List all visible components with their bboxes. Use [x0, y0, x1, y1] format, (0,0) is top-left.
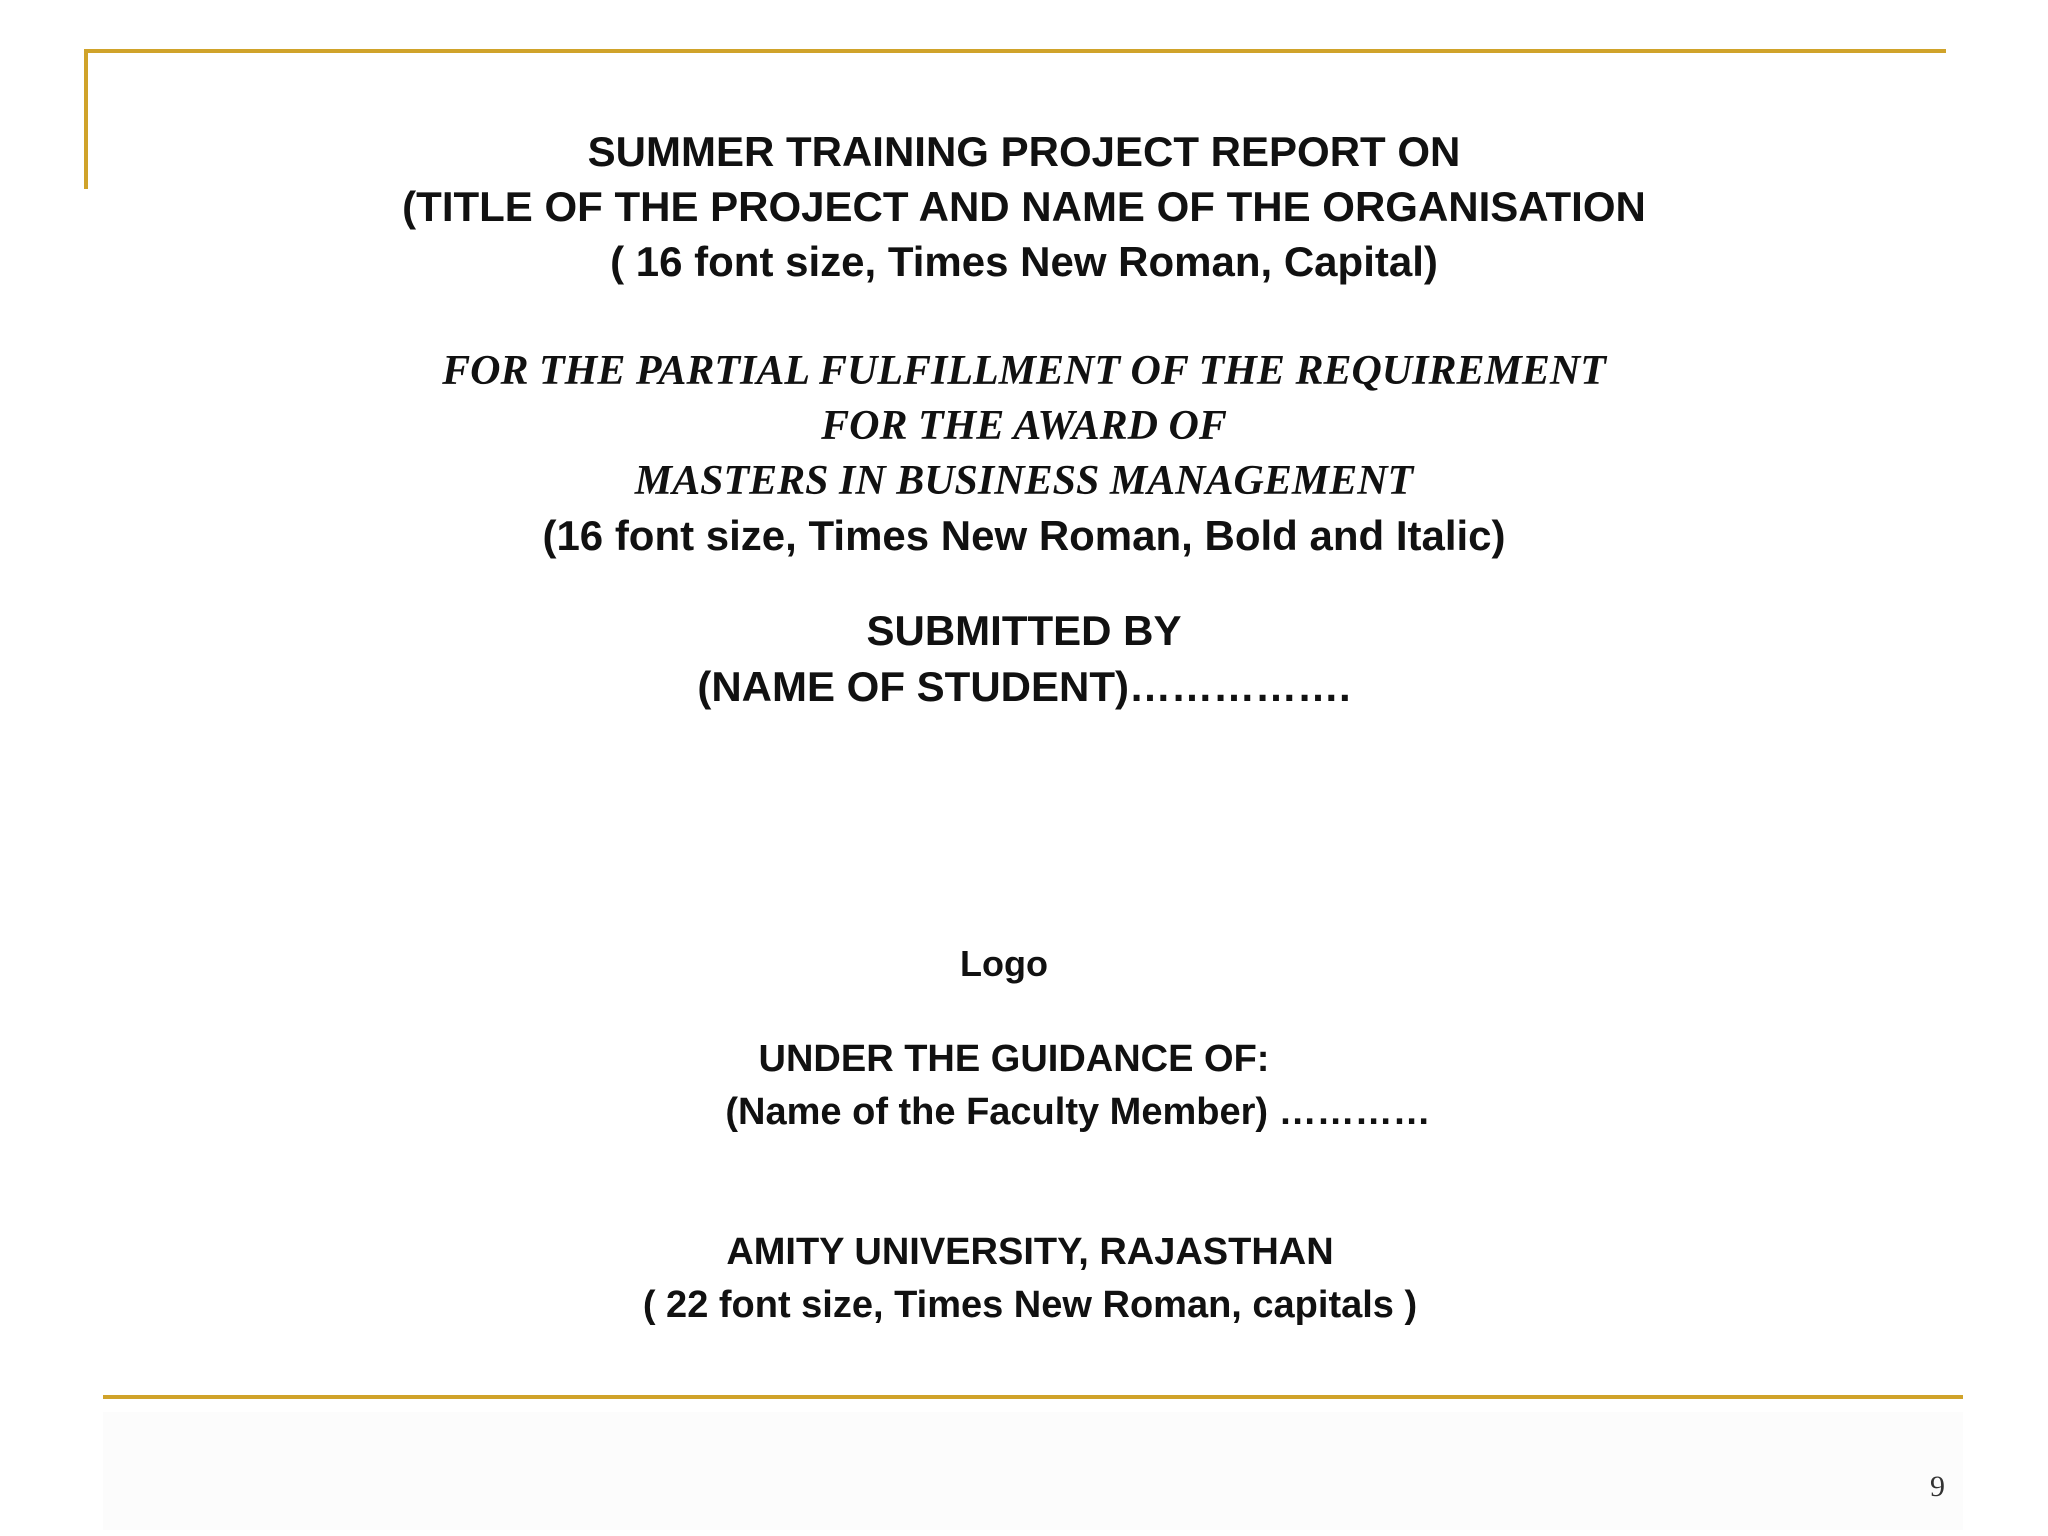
footer-band — [103, 1412, 1963, 1530]
page-number: 9 — [1930, 1470, 1945, 1503]
student-name: (NAME OF STUDENT)……………. — [697, 663, 1351, 710]
fulfillment-line-1: FOR THE PARTIAL FULFILLMENT OF THE REQUIREMENT — [442, 348, 1606, 394]
frame-top-border — [84, 49, 1946, 53]
title-line-3: ( 16 font size, Times New Roman, Capital) — [610, 238, 1438, 285]
submitted-by-heading: SUBMITTED BY — [866, 607, 1182, 654]
fulfillment-line-4: (16 font size, Times New Roman, Bold and Italic) — [542, 512, 1506, 559]
fulfillment-line-2: FOR THE AWARD OF — [821, 403, 1227, 449]
title-line-2: (TITLE OF THE PROJECT AND NAME OF THE ORGANISATION — [402, 183, 1646, 230]
logo-placeholder: Logo — [960, 943, 1048, 984]
university-name: AMITY UNIVERSITY, RAJASTHAN — [726, 1231, 1334, 1273]
frame-bottom-border — [103, 1395, 1963, 1399]
fulfillment-line-3: MASTERS IN BUSINESS MANAGEMENT — [634, 458, 1414, 504]
guidance-heading: UNDER THE GUIDANCE OF: — [758, 1038, 1270, 1080]
title-line-1: SUMMER TRAINING PROJECT REPORT ON — [587, 128, 1461, 175]
faculty-name: (Name of the Faculty Member) ………… — [725, 1091, 1431, 1133]
university-note: ( 22 font size, Times New Roman, capitals ) — [642, 1284, 1418, 1326]
